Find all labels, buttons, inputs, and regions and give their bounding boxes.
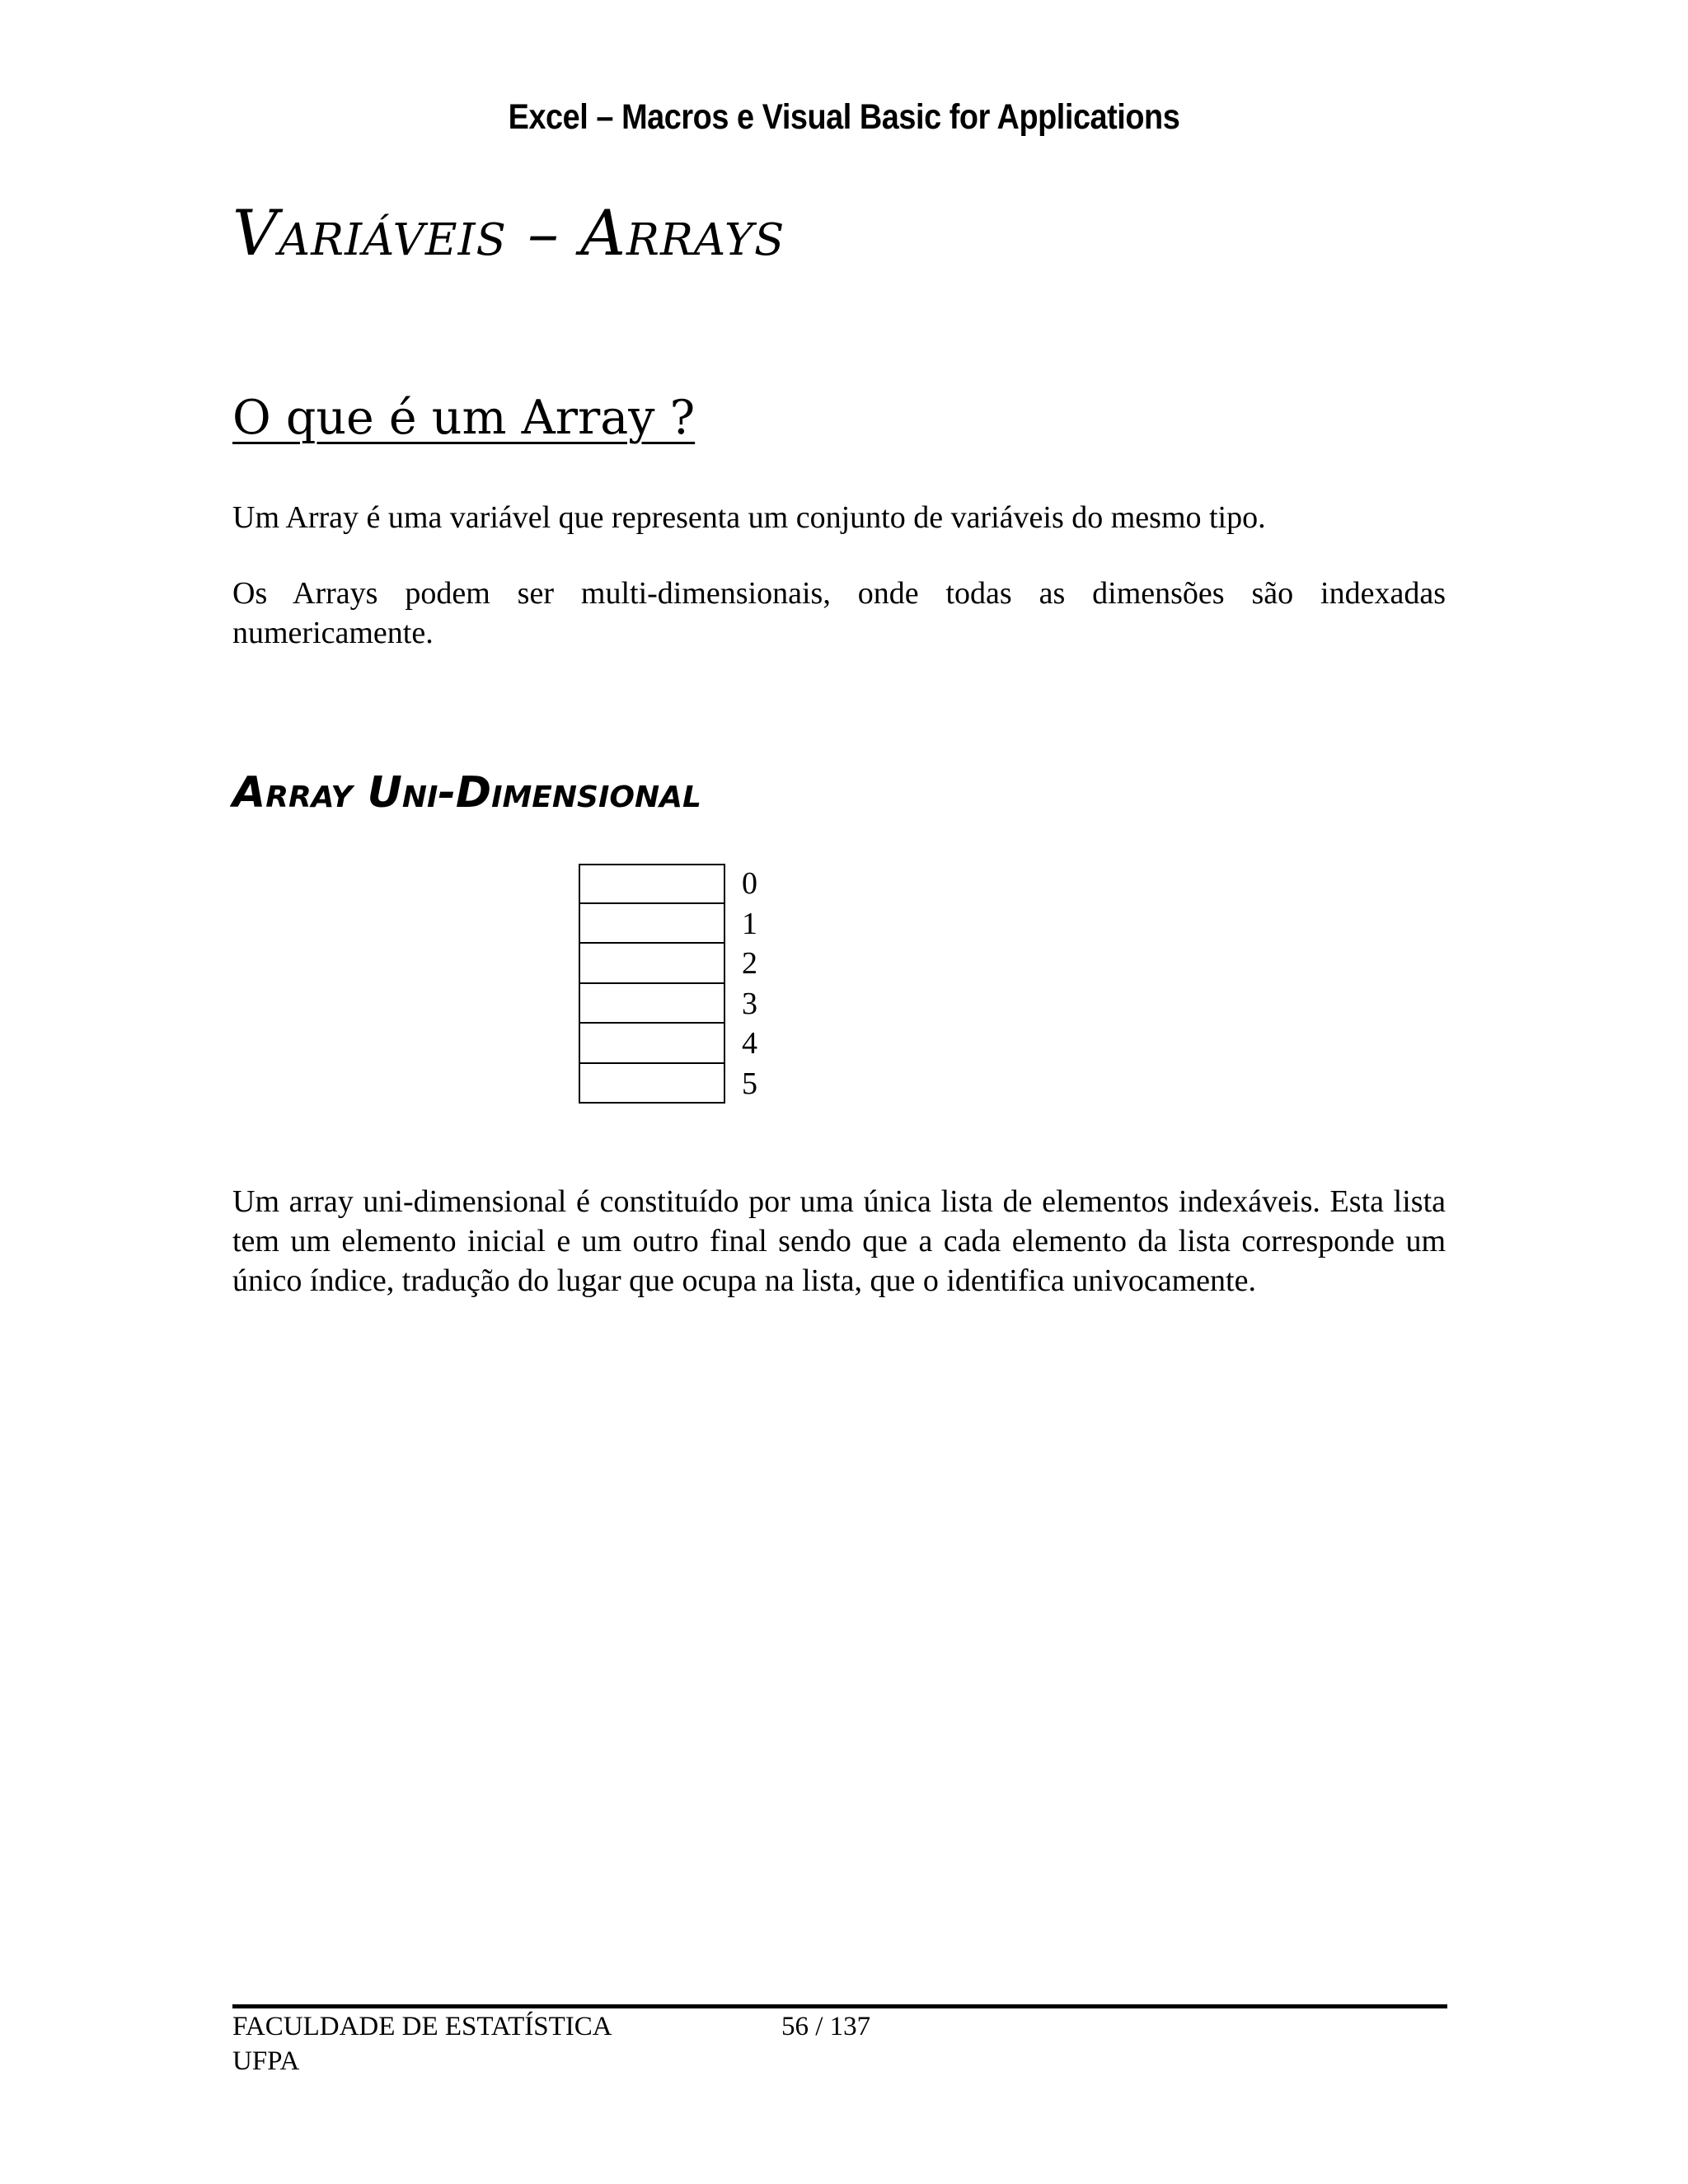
array-row <box>579 984 757 1024</box>
array-index: 0 <box>742 866 757 902</box>
array-index: 5 <box>742 1066 757 1101</box>
footer-divider <box>232 2004 1447 2008</box>
paragraph-uni-dimensional-description: Um array uni-dimensional é constituído por uma única lista de elementos indexáveis. Esta lista tem um elemento inicial e um outro final sendo que a cada elemento da lista corresponde um único índice, tradução do lugar que ocupa na lista, que o identifica univocamente. <box>232 1184 1446 1298</box>
array-cell <box>579 1024 725 1064</box>
paragraph-multidimensional: Os Arrays podem ser multi-dimensionais, onde todas as dimensões são indexadas numericamente. <box>232 576 1446 650</box>
array-row <box>579 1064 757 1104</box>
footer-page-number: 56 / 137 <box>781 2012 871 2041</box>
array-index: 3 <box>742 986 757 1021</box>
section-heading-uni-dimensional: Array Uni-Dimensional <box>232 768 701 818</box>
array-index: 1 <box>742 906 757 941</box>
array-row <box>579 904 757 944</box>
array-index: 4 <box>742 1026 757 1062</box>
page-title: Variáveis – Arrays <box>232 196 785 269</box>
array-index: 2 <box>742 946 757 982</box>
footer-institution <box>232 2009 612 2079</box>
array-row <box>579 944 757 984</box>
array-cell <box>579 944 725 984</box>
section-subheading: O que é um Array ? <box>232 391 696 445</box>
array-cell <box>579 1064 725 1104</box>
array-cell <box>579 864 725 904</box>
array-row <box>579 864 757 904</box>
array-cell <box>579 904 725 944</box>
page-header: Excel – Macros e Visual Basic for Applications <box>508 97 1180 137</box>
array-row <box>579 1024 757 1064</box>
array-diagram <box>579 864 757 1104</box>
array-cell <box>579 984 725 1024</box>
footer-institution-line1: FACULDADE DE ESTATÍSTICA <box>232 2012 612 2041</box>
paragraph-array-definition: Um Array é uma variável que representa um conjunto de variáveis do mesmo tipo. <box>232 500 1266 535</box>
footer-institution-line2: UFPA <box>232 2046 300 2076</box>
